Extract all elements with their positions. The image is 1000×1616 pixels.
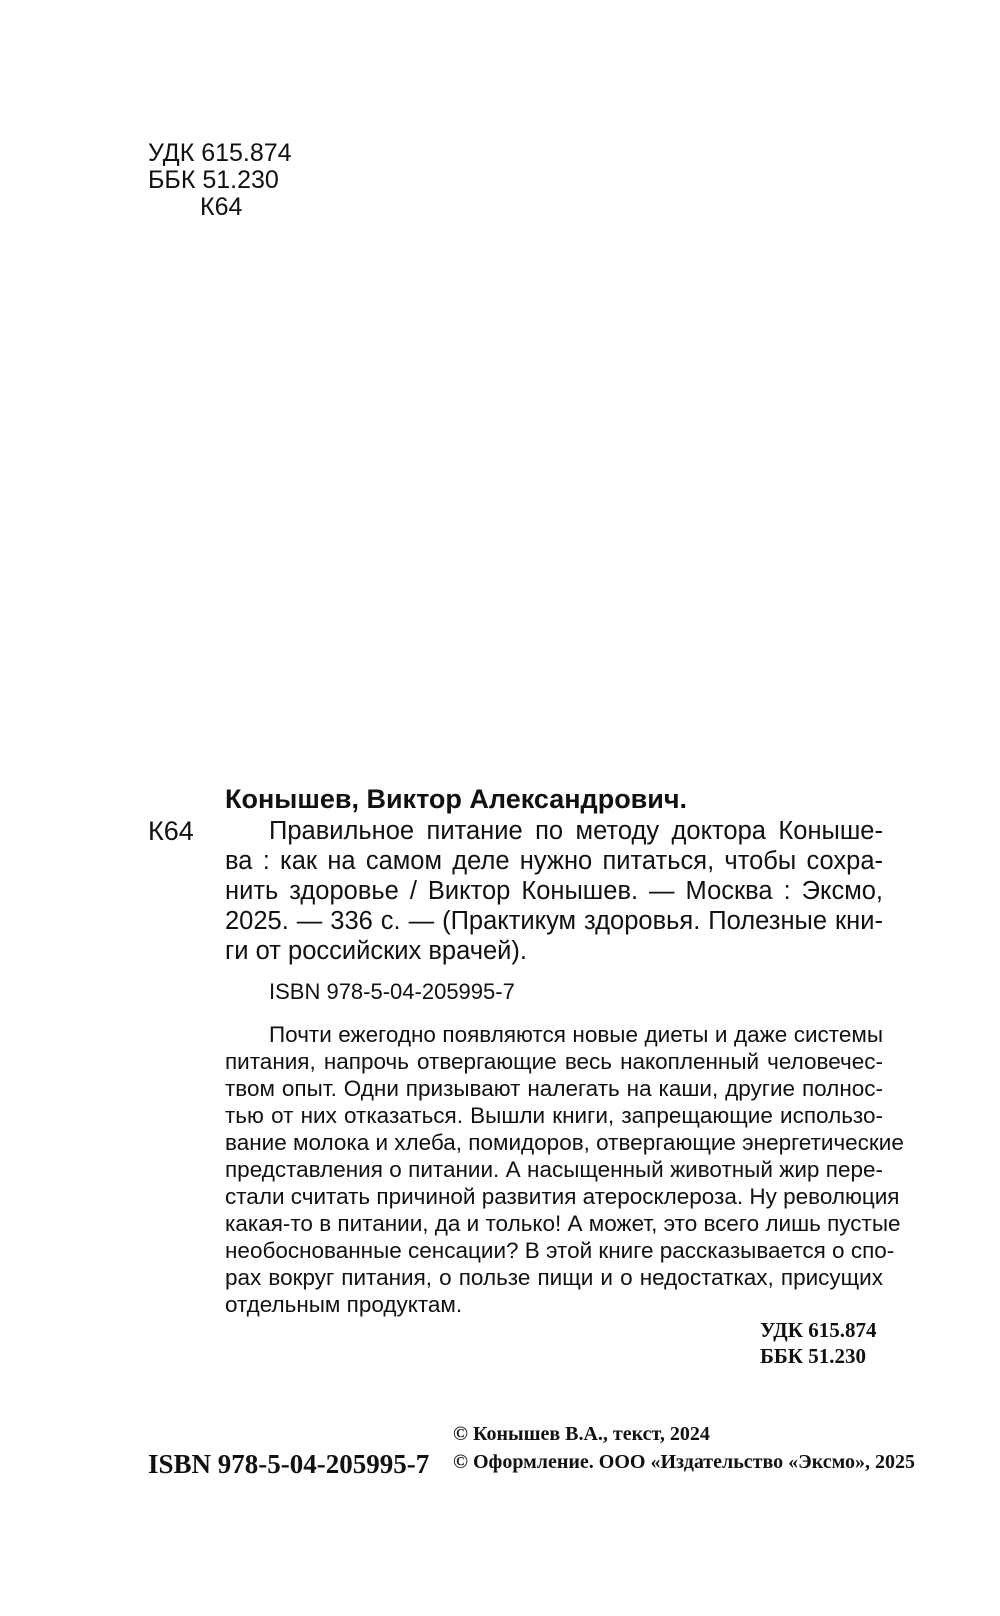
- annotation-line: рах вокруг питания, о пользе пищи и о недостатках, присущих: [225, 1265, 883, 1290]
- copyright-design: © Оформление. ООО «Издательство «Эксмо», 2025: [453, 1451, 915, 1473]
- copyright-block: [453, 1420, 915, 1476]
- annotation-line: питания, напрочь отвергающие весь накопленный человечес-: [225, 1049, 883, 1074]
- annotation-line: представления о питании. А насыщенный животный жир пере-: [225, 1157, 883, 1182]
- classification-codes-bottom: [760, 1317, 876, 1369]
- annotation-line: стали считать причиной развития атеросклероза. Ну революция: [225, 1184, 900, 1209]
- bbk-code: ББК 51.230: [148, 166, 279, 194]
- isbn-footer: ISBN 978-5-04-205995-7: [148, 1449, 430, 1479]
- isbn-record: ISBN 978-5-04-205995-7: [269, 979, 515, 1004]
- bbk-code-bottom: ББК 51.230: [760, 1344, 866, 1368]
- description-line: нить здоровье / Виктор Конышев. — Москва : Эксмо,: [225, 877, 883, 905]
- annotation-line: тью от них отказаться. Вышли книги, запрещающие использо-: [225, 1103, 883, 1128]
- udk-code: УДК 615.874: [148, 139, 292, 167]
- annotation-line: отдельным продуктам.: [225, 1292, 463, 1317]
- description-line: Правильное питание по методу доктора Конышe-: [269, 817, 883, 845]
- annotation-line: Почти ежегодно появляются новые диеты и даже системы: [269, 1022, 883, 1047]
- copyright-text: © Конышев В.А., текст, 2024: [453, 1423, 710, 1445]
- annotation-line: какая-то в питании, да и только! А может, это всего лишь пустые: [225, 1211, 901, 1236]
- description-line: ва : как на самом деле нужно питаться, чтобы сохра-: [225, 847, 883, 875]
- author-sign: К64: [148, 816, 194, 846]
- annotation-line: вание молока и хлеба, помидоров, отвергающие энергетические: [225, 1130, 904, 1155]
- annotation: [225, 1021, 904, 1318]
- annotation-line: твом опыт. Одни призывают налегать на каши, другие полнос-: [225, 1076, 883, 1101]
- author-sign-top: К64: [200, 193, 243, 221]
- description-line: ги от российских врачей).: [225, 937, 527, 965]
- bibliographic-description: [225, 816, 883, 966]
- udk-code-bottom: УДК 615.874: [760, 1318, 877, 1342]
- annotation-line: необоснованные сенсации? В этой книге рассказывается о спо-: [225, 1238, 895, 1263]
- classification-codes-top: [148, 140, 292, 221]
- description-line: 2025. — 336 с. — (Практикум здоровья. Полезные кни-: [225, 907, 883, 935]
- author-heading: Конышев, Виктор Александрович.: [225, 784, 688, 814]
